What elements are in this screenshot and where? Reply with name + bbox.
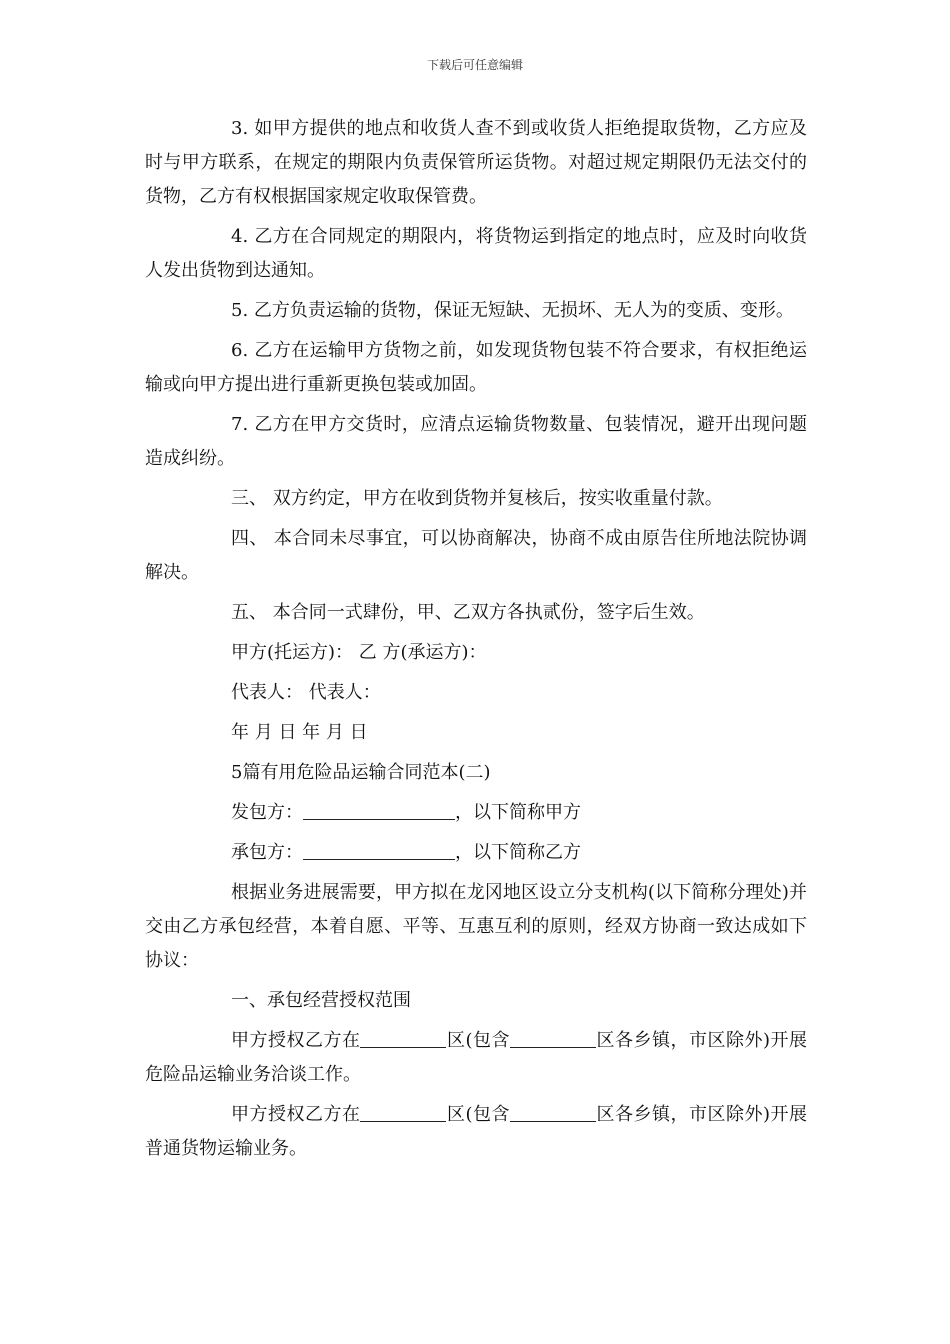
clause-3: 3. 如甲方提供的地点和收货人查不到或收货人拒绝提取货物，乙方应及时与甲方联系，在规定的期限内负责保管所运货物。对超过规定期限仍无法交付的货物，乙方有权根据国家规定收取保管费。 [145,118,807,207]
contractor-suffix: ，以下简称甲方 [455,802,581,823]
contractee-line [145,836,807,870]
section-three: 三、 双方约定，甲方在收到货物并复核后，按实收重量付款。 [231,488,723,509]
auth1-text-b: 区(包含 [446,1030,510,1051]
contractor-line [145,796,807,830]
representatives-line: 代表人： 代表人： [231,682,381,703]
auth1-blank-1 [360,1027,446,1048]
section-four: 四、 本合同未尽事宜，可以协商解决，协商不成由原告住所地法院协调解决。 [145,528,807,583]
auth2-text-b: 区(包含 [446,1104,510,1125]
date-line: 年 月 日 年 月 日 [231,722,368,743]
auth1-text-a: 甲方授权乙方在 [231,1030,361,1051]
contract-title-2: 5篇有用危险品运输合同范本(二) [231,762,491,783]
auth2-blank-1 [360,1101,446,1122]
auth1-blank-2 [510,1027,596,1048]
clause-5: 5. 乙方负责运输的货物，保证无短缺、无损坏、无人为的变质、变形。 [231,300,794,321]
intro-paragraph: 根据业务进展需要，甲方拟在龙冈地区设立分支机构(以下简称分理处)并交由乙方承包经营，本着自愿、平等、互惠互利的原则，经双方协商一致达成如下协议： [145,882,807,971]
authorization-2 [145,1098,807,1166]
parties-line: 甲方(托运方)： 乙 方(承运方)： [231,642,487,663]
header-note: 下载后可任意编辑 [426,58,523,72]
contractor-blank [303,799,455,820]
contractor-label: 发包方： [231,802,303,823]
auth2-blank-2 [510,1101,596,1122]
authorization-1 [145,1024,807,1092]
auth2-text-c: 区各乡镇，市区除外)开展普通货物运输业务。 [145,1104,807,1159]
auth2-text-a: 甲方授权乙方在 [231,1104,361,1125]
clause-7: 7. 乙方在甲方交货时，应清点运输货物数量、包装情况，避开出现问题造成纠纷。 [145,414,807,469]
clause-4: 4. 乙方在合同规定的期限内，将货物运到指定的地点时，应及时向收货人发出货物到达通知。 [145,226,807,281]
contractee-blank [303,839,455,860]
contractee-label: 承包方： [231,842,303,863]
contractee-suffix: ，以下简称乙方 [455,842,581,863]
auth1-text-c: 区各乡镇，市区除外)开展危险品运输业务洽谈工作。 [145,1030,807,1085]
document-body [145,112,807,1172]
clause-6: 6. 乙方在运输甲方货物之前，如发现货物包装不符合要求，有权拒绝运输或向甲方提出进行重新更换包装或加固。 [145,340,807,395]
section-one-heading: 一、承包经营授权范围 [231,990,411,1011]
section-five: 五、 本合同一式肆份，甲、乙双方各执贰份，签字后生效。 [231,602,705,623]
